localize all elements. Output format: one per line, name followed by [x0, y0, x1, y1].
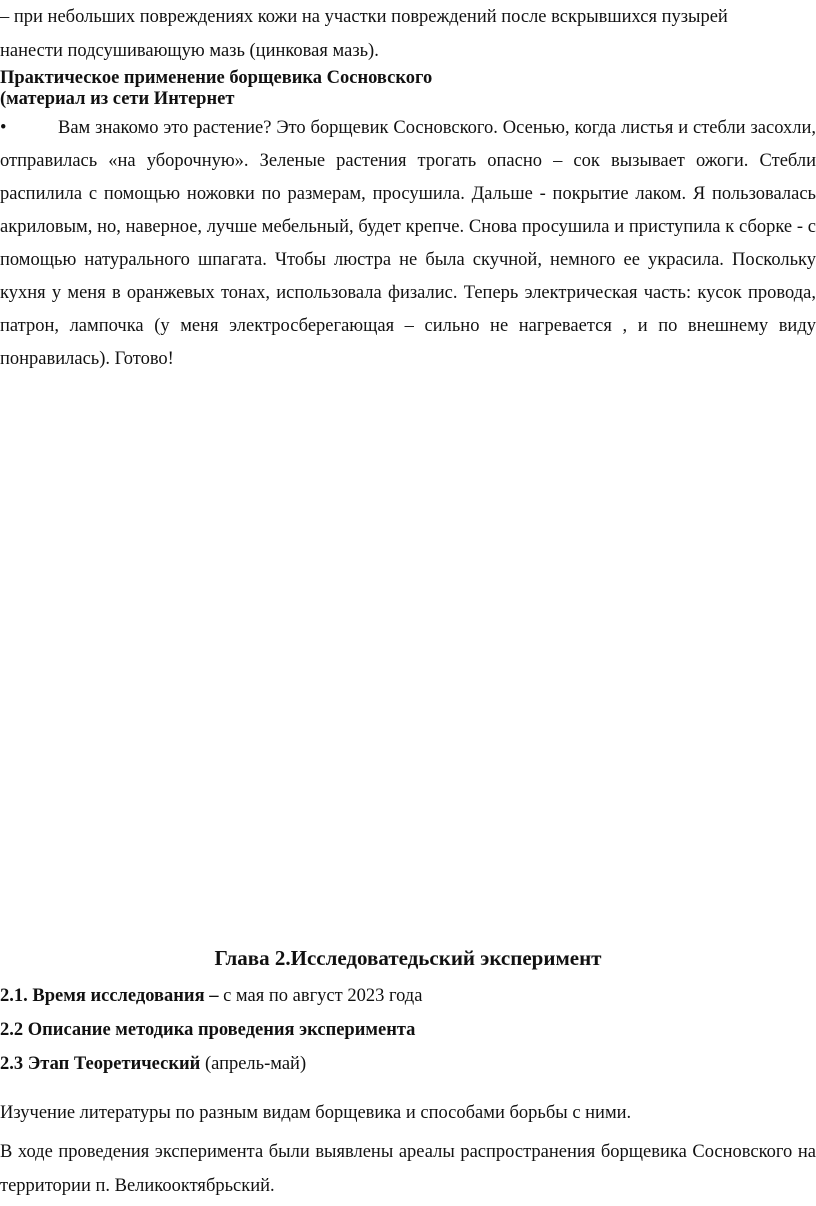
- ointment-paragraph: [0, 0, 816, 68]
- section-2-3: [0, 1052, 816, 1076]
- section-2-2: [0, 1018, 816, 1042]
- practical-heading-line-2: (материал из сети Интернет: [0, 89, 235, 109]
- chapter-title: Глава 2.Исследоватедьский эксперимент: [214, 946, 602, 970]
- section-2-3-value: (апрель-май): [200, 1054, 307, 1074]
- chandelier-text: Вам знакомо это растение? Это борщевик Сосновского. Осенью, когда листья и стебли засохли, отправилась «на уборочную». Зеленые растения трогать опасно – сок вызывает ожоги. Стебли распилила с помощью ножовки по размерам, просушила. Дальше - покрытие лаком. Я пользовалась акриловым, но, наверное, лучше мебельный, будет крепче. Снова просушила и приступила к сборке - с помощью натурального шпагата. Чтобы люстра не была скучной, немного ее украсила. Поскольку кухня у меня в оранжевых тонах, использовала физалис. Теперь электрическая часть: кусок провода, патрон, лампочка (у меня электросберегающая – сильно не нагревается , и по внешнему виду понравилась). Готово!: [0, 118, 816, 369]
- literature-study-paragraph: Изучение литературы по разным видам борщевика и способами борьбы с ними.: [0, 1103, 632, 1123]
- chandelier-bullet-paragraph: [0, 112, 816, 376]
- experiment-paragraph: В ходе проведения эксперимента были выявлены ареалы распространения борщевика Сосновского на территории п. Великооктябрьский.: [0, 1142, 816, 1196]
- section-2-1: [0, 984, 816, 1008]
- ointment-line-2: нанести подсушивающую мазь (цинковая мазь).: [0, 41, 379, 61]
- practical-heading-line-1: Практическое применение борщевика Сосновского: [0, 68, 433, 88]
- section-2-1-value: с мая по август 2023 года: [218, 986, 423, 1006]
- section-2-2-label: 2.2 Описание методика проведения эксперимента: [0, 1020, 416, 1040]
- section-2-1-label: 2.1. Время исследования –: [0, 986, 219, 1006]
- ointment-line-1: – при небольших повреждениях кожи на участки повреждений после вскрывшихся пузырей: [0, 7, 728, 27]
- section-2-3-label: 2.3 Этап Теоретический: [0, 1054, 201, 1074]
- practical-use-heading: [0, 68, 816, 110]
- bullet-icon: •: [0, 118, 7, 138]
